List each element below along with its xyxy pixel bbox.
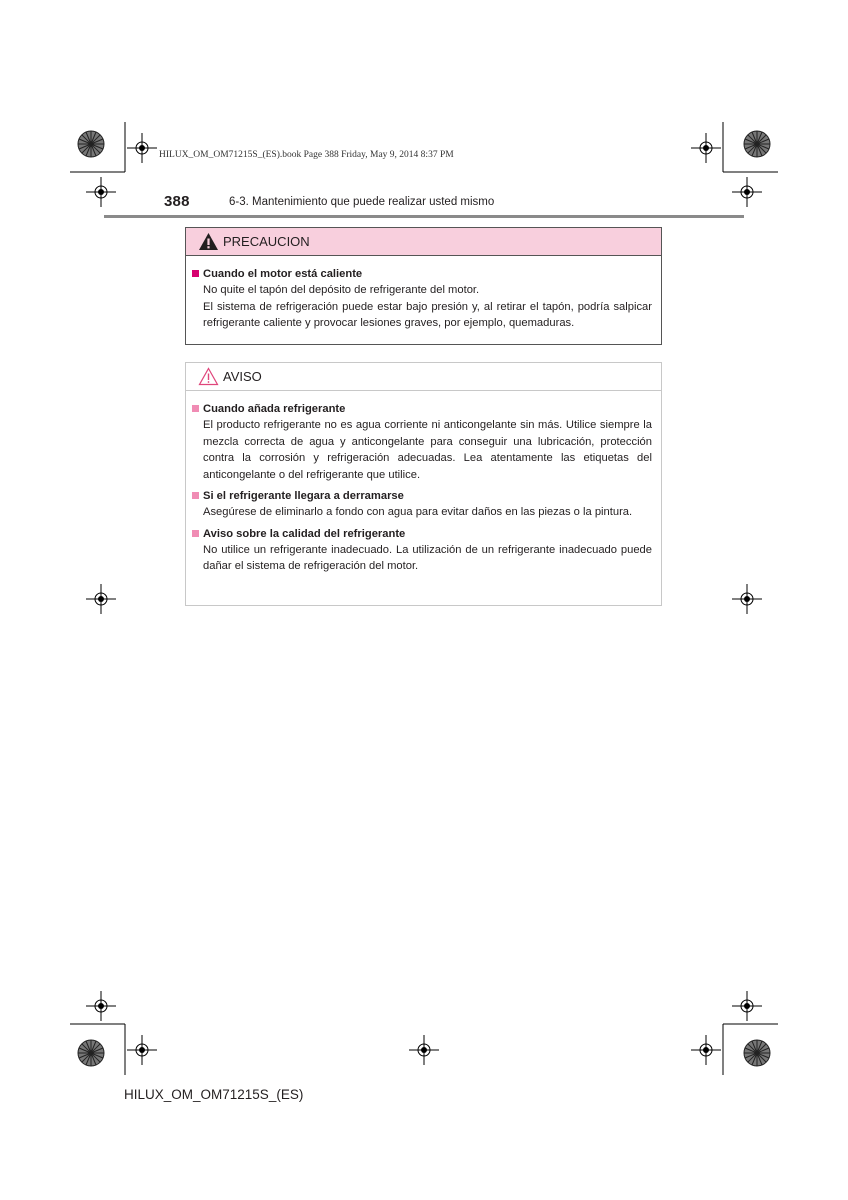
- notice-box: [185, 362, 662, 606]
- paragraph: No quite el tapón del depósito de refrigerante del motor.: [203, 284, 480, 296]
- caution-box: [185, 227, 662, 345]
- print-info: HILUX_OM_OM71215S_(ES).book Page 388 Friday, May 9, 2014 8:37 PM: [159, 150, 454, 160]
- notice-header: [186, 363, 661, 391]
- footer-code: HILUX_OM_OM71215S_(ES): [124, 1087, 304, 1102]
- notice-content: [186, 391, 661, 575]
- caution-header: [186, 228, 661, 256]
- paragraph: El producto refrigerante no es agua corriente ni anticongelante sin más. Utilice siempre la mezcla correcta de agua y anticongelante para conseguir una lubricación, protección contra la corrosión y refrigeración adecuadas. Lea atentamente las etiquetas del anticongelante o del refrigerante que utilice.: [203, 419, 652, 481]
- notice-item-heading: Cuando añada refrigerante: [190, 401, 652, 417]
- notice-item-body: [190, 542, 652, 575]
- page-number: 388: [164, 193, 190, 210]
- notice-item-body: [190, 504, 652, 521]
- caution-item-heading: Cuando el motor está caliente: [190, 266, 652, 282]
- paragraph: El sistema de refrigeración puede estar bajo presión y, al retirar el tapón, podría salpicar refrigerante caliente y provocar lesiones graves, por ejemplo, quemaduras.: [203, 300, 652, 329]
- notice-item-heading: Si el refrigerante llegara a derramarse: [190, 488, 652, 504]
- bullet-square-icon: [192, 492, 199, 499]
- caution-content: [186, 256, 661, 332]
- warning-icon: [198, 232, 219, 251]
- paragraph: Asegúrese de eliminarlo a fondo con agua para evitar daños en las piezas o la pintura.: [203, 506, 633, 518]
- paragraph: No utilice un refrigerante inadecuado. La utilización de un refrigerante inadecuado puede dañar el sistema de refrigeración del motor.: [203, 543, 652, 572]
- caution-title: PRECAUCION: [223, 234, 310, 249]
- section-title: 6-3. Mantenimiento que puede realizar usted mismo: [229, 196, 495, 208]
- warning-outline-icon: [198, 367, 219, 386]
- notice-item-body: [190, 417, 652, 483]
- notice-item-heading: Aviso sobre la calidad del refrigerante: [190, 526, 652, 542]
- caution-item-body: [190, 282, 652, 332]
- header-divider: [104, 215, 744, 218]
- bullet-square-icon: [192, 405, 199, 412]
- bullet-square-icon: [192, 270, 199, 277]
- bullet-square-icon: [192, 530, 199, 537]
- notice-title: AVISO: [223, 369, 262, 384]
